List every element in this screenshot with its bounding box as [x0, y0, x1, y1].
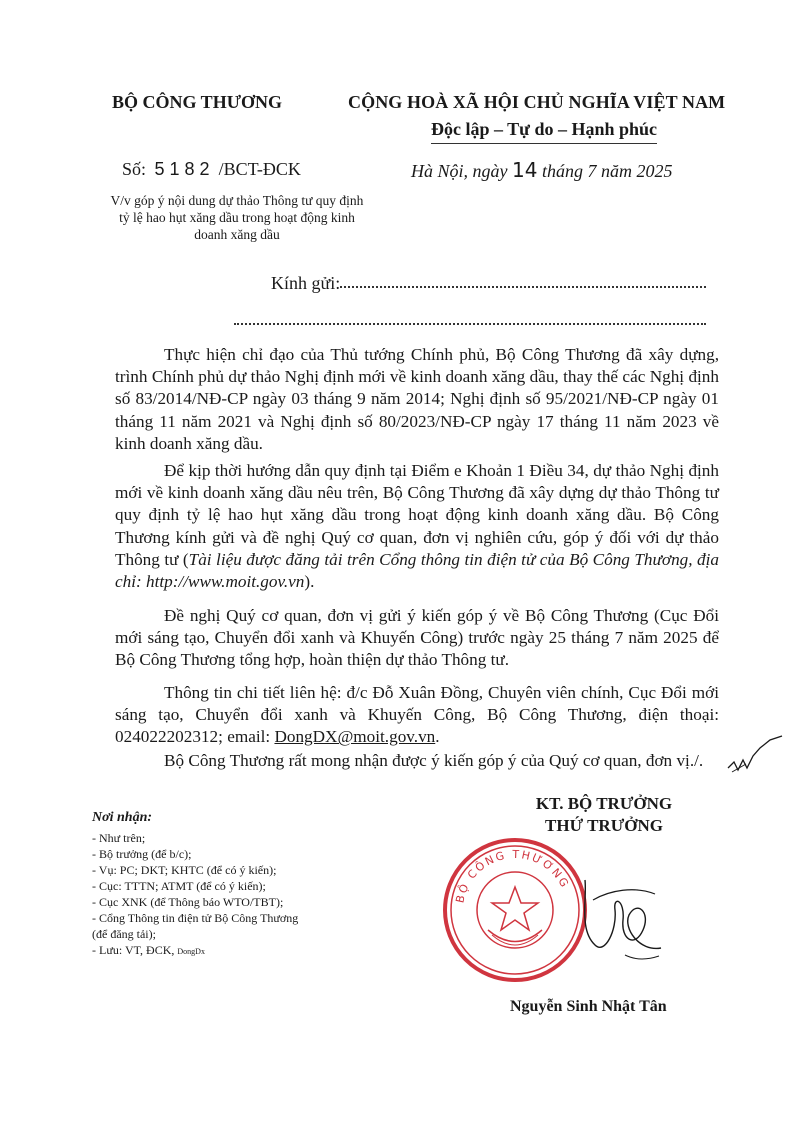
signer-subtitle: THỨ TRƯỞNG — [545, 816, 663, 835]
doc-number-suffix: /BCT-ĐCK — [218, 159, 301, 179]
list-item: - Cổng Thông tin điện tử Bộ Công Thương — [92, 911, 299, 925]
recipients-list — [92, 830, 382, 960]
list-item: (để đăng tải); — [92, 927, 156, 941]
seal-text: BỘ CÔNG THƯƠNG — [453, 847, 572, 905]
paragraph-text: Bộ Công Thương rất mong nhận được ý kiến góp ý của Quý cơ quan, đơn vị./. — [164, 751, 704, 770]
paragraph-text: Thông tin chi tiết liên hệ: đ/c Đỗ Xuân Đồng, Chuyên viên chính, Cục Đổi mới sáng tạo, Chuyển đổi xanh và Khuyến Công, Bộ Công Thương, điện thoại: 024022202312; email: — [115, 683, 719, 747]
place-date-suffix: tháng 7 năm 2025 — [541, 161, 673, 181]
motto-underline — [431, 143, 657, 144]
place-date-prefix: Hà Nội, ngày — [411, 161, 508, 181]
ministry-name: BỘ CÔNG THƯƠNG — [112, 92, 283, 112]
doc-number-prefix: Số: — [122, 159, 147, 179]
body-paragraph-1 — [115, 344, 719, 455]
document-link-note: Tài liệu được đăng tải trên Cổng thông tin điện tử của Bộ Công Thương, địa chỉ: http://www.moit.gov.vn — [115, 549, 719, 592]
drafter-initials: DongDx — [177, 947, 205, 956]
list-item: - Bộ trưởng (để b/c); — [92, 847, 192, 861]
initial-mark-icon — [726, 734, 786, 781]
body-paragraph-5 — [115, 750, 719, 772]
list-item: - Lưu: VT, ĐCK, DongDx — [92, 943, 205, 957]
place-date-day: 14 — [512, 158, 538, 182]
doc-number-value: 5182 — [154, 159, 215, 179]
list-item: - Vụ: PC; DKT; KHTC (để có ý kiến); — [92, 863, 277, 877]
list-item: - Cục: TTTN; ATMT (để có ý kiến); — [92, 879, 266, 893]
body-paragraph-3 — [115, 605, 719, 672]
paragraph-text: Để kịp thời hướng dẫn quy định tại Điểm e Khoản 1 Điều 34, dự thảo Nghị định mới về kinh doanh xăng dầu nêu trên, Bộ Công Thương đã xây dựng dự thảo Thông tư quy định tỷ lệ hao hụt xăng dầu trong hoạt động kinh doanh xăng dầu. Bộ Công Thương kính gửi và đề nghị Quý cơ quan, đơn vị nghiên cứu, góp ý đối với dự thảo Thông tư ( — [115, 461, 719, 569]
address-line-2 — [234, 323, 706, 325]
signer-name: Nguyễn Sinh Nhật Tân — [510, 998, 667, 1015]
document-number — [122, 159, 301, 180]
body-paragraph-2: Để kịp thời hướng dẫn quy định tại Điểm e Khoản 1 Điều 34, dự thảo Nghị định mới về kinh doanh xăng dầu nêu trên, Bộ Công Thương đã xây dựng dự thảo Thông tư quy định tỷ lệ hao hụt xăng dầu trong hoạt động kinh doanh xăng dầu. Bộ Công Thương kính gửi và đề nghị Quý cơ quan, đơn vị nghiên cứu, góp ý đối với dự thảo Thông tư (Tài liệu được đăng tải trên Cổng thông tin điện tử của Bộ Công Thương, địa chỉ: http://www.moit.gov.vn). — [115, 461, 719, 592]
handwritten-signature — [565, 860, 675, 985]
national-motto: Độc lập – Tự do – Hạnh phúc — [431, 119, 658, 139]
address-label: Kính gửi: — [271, 273, 341, 293]
signer-title: KT. BỘ TRƯỞNG — [535, 794, 673, 813]
place-date — [411, 158, 672, 182]
paragraph-text: Thực hiện chỉ đạo của Thủ tướng Chính phủ, Bộ Công Thương đã xây dựng, trình Chính phủ dự thảo Nghị định mới về kinh doanh xăng dầu, thay thế các Nghị định số 83/2014/NĐ-CP ngày 03 tháng 9 năm 2014; Nghị định số 95/2021/NĐ-CP ngày 01 tháng 11 năm 2021 và Nghị định số 80/2023/NĐ-CP ngày 17 tháng 11 năm 2023 về kinh doanh xăng dầu. — [115, 345, 719, 453]
contact-email-link[interactable]: DongDX@moit.gov.vn — [274, 727, 436, 747]
list-item: - Cục XNK (để Thông báo WTO/TBT); — [92, 895, 284, 909]
paragraph-text: Đề nghị Quý cơ quan, đơn vị gửi ý kiến góp ý về Bộ Công Thương (Cục Đổi mới sáng tạo, Chuyển đổi xanh và Khuyến Công) trước ngày 25 tháng 7 năm 2025 để Bộ Công Thương tổng hợp, hoàn thiện dự thảo Thông tư. — [115, 606, 719, 670]
address-line-1 — [340, 286, 706, 288]
body-paragraph-4: Thông tin chi tiết liên hệ: đ/c Đỗ Xuân Đồng, Chuyên viên chính, Cục Đổi mới sáng tạo, Chuyển đổi xanh và Khuyến Công, Bộ Công Thương, điện thoại: 024022202312; email: DongDX@moit.gov.vn. — [115, 683, 719, 747]
document-subject: V/v góp ý nội dung dự thảo Thông tư quy định tỷ lệ hao hụt xăng dầu trong hoạt động kinh doanh xăng dầu — [110, 193, 364, 242]
recipients-title: Nơi nhận: — [92, 810, 153, 825]
country-name: CỘNG HOÀ XÃ HỘI CHỦ NGHĨA VIỆT NAM — [348, 92, 726, 112]
list-item: - Như trên; — [92, 831, 146, 845]
